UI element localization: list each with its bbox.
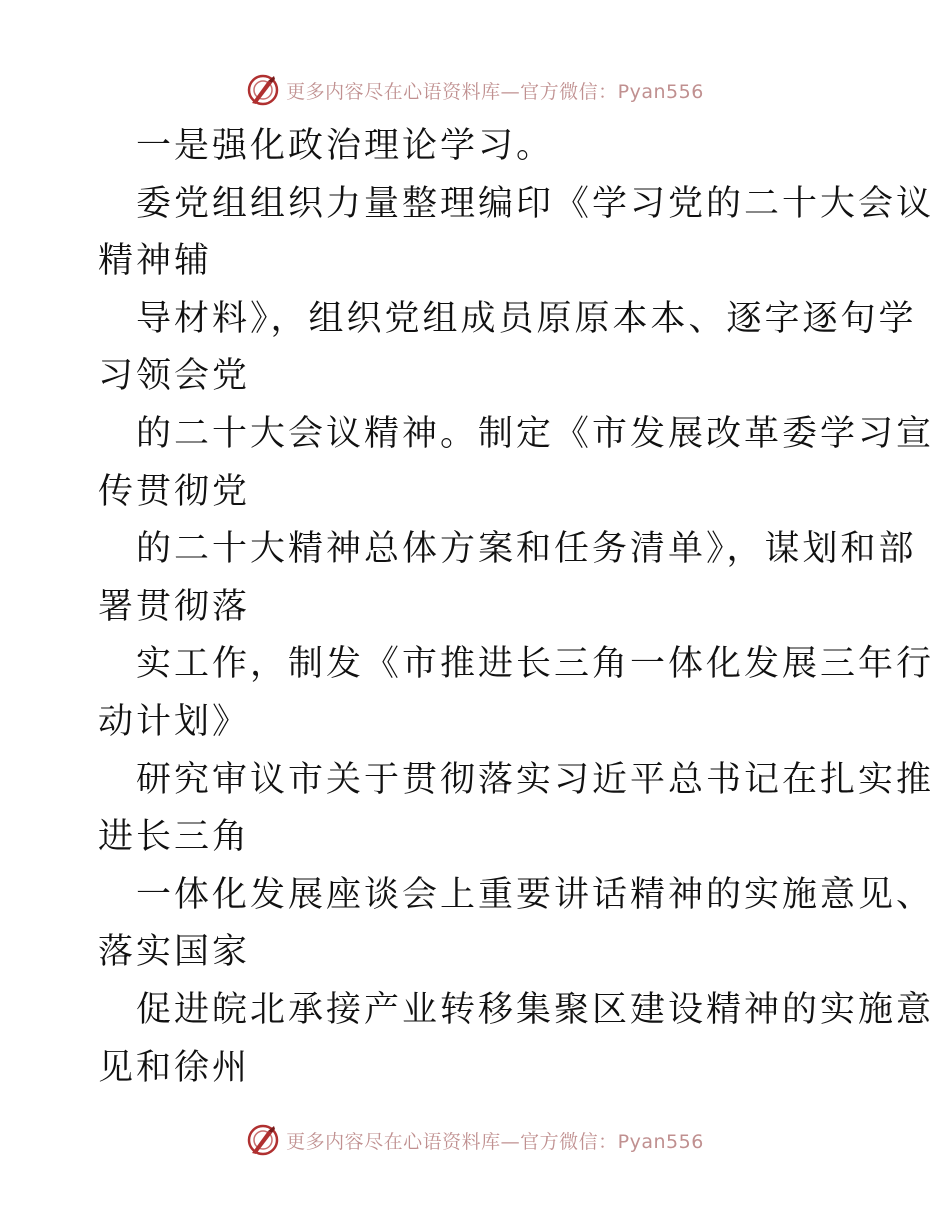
footer-banner-label: 更多内容尽在心语资料库—官方微信： [286,1130,618,1153]
body-line: 一体化发展座谈会上重要讲话精神的实施意见、 [136,874,935,915]
body-line: 署贯彻落 [98,586,251,627]
body-line: 导材料》，组织党组成员原原本本、逐字逐句学 [136,298,917,339]
header-banner-text [286,77,704,104]
footer-banner [0,1120,950,1160]
body-line: 进长三角 [98,817,251,858]
body-line: 的二十大会议精神。制定《市发展改革委学习宣 [136,413,935,454]
quill-pen-logo-icon [246,73,280,107]
header-banner [0,70,950,110]
body-line: 传贯彻党 [98,471,251,512]
body-line: 见和徐州 [98,1047,251,1088]
body-line: 一是强化政治理论学习。 [136,126,555,166]
header-wechat-id: Pyan556 [617,80,704,103]
body-line: 委党组组织力量整理编印《学习党的二十大会议 [136,183,935,224]
body-line: 精神辅 [98,241,213,282]
footer-wechat-id: Pyan556 [617,1130,704,1153]
body-line: 实工作，制发《市推进长三角一体化发展三年行 [136,644,935,685]
quill-pen-logo-icon [246,1123,280,1157]
body-line: 的二十大精神总体方案和任务清单》，谋划和部 [136,529,917,570]
body-line: 动计划》 [98,701,251,742]
body-line: 落实国家 [98,932,251,973]
body-line: 习领会党 [98,356,251,397]
footer-banner-text [286,1127,704,1154]
header-banner-label: 更多内容尽在心语资料库—官方微信： [286,80,618,103]
body-line: 促进皖北承接产业转移集聚区建设精神的实施意 [136,989,935,1030]
document-body [98,118,935,1097]
body-line: 研究审议市关于贯彻落实习近平总书记在扎实推 [136,759,935,800]
